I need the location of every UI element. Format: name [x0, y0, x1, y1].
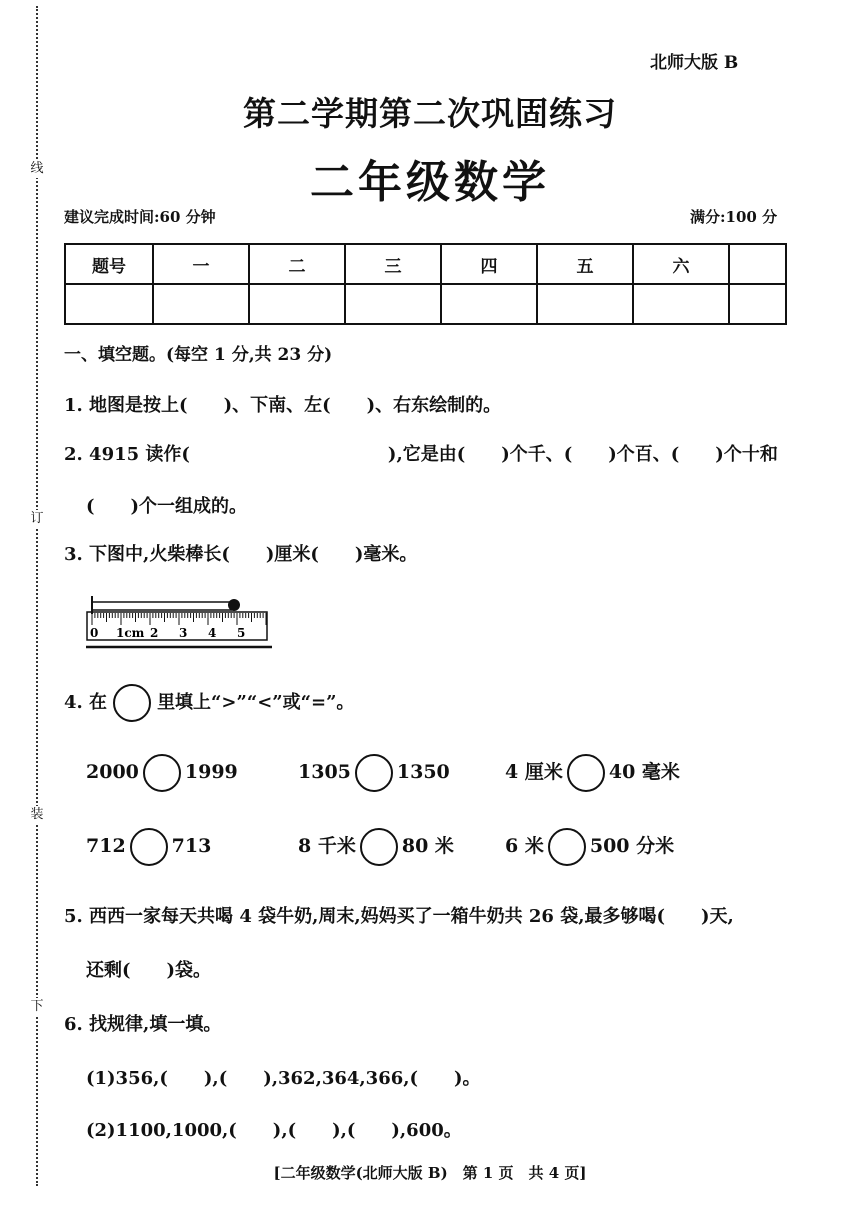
- score-cell[interactable]: [153, 284, 249, 324]
- score-header-cell: [729, 244, 786, 284]
- exam-title: 二年级数学: [310, 157, 550, 208]
- compare-circle[interactable]: [548, 828, 586, 866]
- question-5-line-2: 还剩( )袋。: [86, 960, 212, 981]
- compare-left: 6 米: [505, 835, 544, 857]
- question-1: 1. 地图是按上( )、下南、左( )、右东绘制的。: [64, 395, 502, 416]
- score-table: [64, 243, 787, 325]
- question-6-part-2: (2)1100,1000,( ),( ),( ),600。: [86, 1120, 462, 1141]
- binding-char-pack: 装: [28, 806, 46, 824]
- score-cell[interactable]: [65, 284, 153, 324]
- score-header-cell: 一: [153, 244, 249, 284]
- ruler-label-2: 2: [150, 626, 159, 640]
- question-4: [64, 684, 354, 722]
- question-4-suffix: 里填上“>”“<”或“=”。: [157, 692, 355, 713]
- compare-circle[interactable]: [355, 754, 393, 792]
- score-cell[interactable]: [729, 284, 786, 324]
- compare-item: [298, 754, 450, 792]
- compare-item: [298, 828, 454, 866]
- score-header-cell: 题号: [65, 244, 153, 284]
- matchstick-head: [228, 599, 240, 611]
- score-header-cell: 五: [537, 244, 633, 284]
- compare-circle[interactable]: [143, 754, 181, 792]
- suggested-time: 建议完成时间:60 分钟: [64, 208, 216, 226]
- ruler-ticks: [92, 613, 266, 625]
- compare-right: 713: [171, 835, 212, 857]
- compare-item: [86, 754, 238, 792]
- binding-char-order: 订: [28, 510, 46, 528]
- score-table-header-row: [65, 244, 786, 284]
- score-cell[interactable]: [441, 284, 537, 324]
- score-cell[interactable]: [537, 284, 633, 324]
- compare-left: 2000: [86, 761, 139, 783]
- score-header-cell: 三: [345, 244, 441, 284]
- question-3: 3. 下图中,火柴棒长( )厘米( )毫米。: [64, 544, 418, 565]
- score-cell[interactable]: [345, 284, 441, 324]
- score-table-score-row: [65, 284, 786, 324]
- compare-circle[interactable]: [360, 828, 398, 866]
- binding-char-below: 下: [28, 998, 46, 1016]
- exam-subtitle: 第二学期第二次巩固练习: [243, 94, 617, 133]
- compare-right: 1350: [396, 761, 450, 783]
- edition-label: 北师大版 B: [650, 53, 739, 73]
- compare-item: [505, 754, 680, 792]
- compare-right: 1999: [184, 761, 238, 783]
- question-6: 6. 找规律,填一填。: [64, 1014, 222, 1035]
- compare-left: 4 厘米: [505, 761, 563, 783]
- compare-right: 80 米: [401, 835, 454, 857]
- question-4-prefix: 4. 在: [64, 692, 108, 713]
- score-cell[interactable]: [249, 284, 345, 324]
- score-cell[interactable]: [633, 284, 729, 324]
- page-footer: [二年级数学(北师大版 B) 第 1 页 共 4 页]: [273, 1164, 587, 1182]
- ruler-label-4: 4: [208, 626, 217, 640]
- circle-symbol-icon: [113, 684, 151, 722]
- score-header-cell: 二: [249, 244, 345, 284]
- question-6-part-1: (1)356,( ),( ),362,364,366,( )。: [86, 1068, 481, 1089]
- ruler-label-1cm: 1cm: [116, 626, 145, 640]
- score-header-cell: 六: [633, 244, 729, 284]
- compare-left: 8 千米: [298, 835, 356, 857]
- ruler-figure: [86, 592, 272, 652]
- compare-left: 1305: [298, 761, 351, 783]
- compare-item: [505, 828, 674, 866]
- ruler-label-3: 3: [179, 626, 188, 640]
- compare-circle[interactable]: [130, 828, 168, 866]
- compare-item: [86, 828, 211, 866]
- compare-right: 500 分米: [589, 835, 675, 857]
- ruler-label-5: 5: [237, 626, 246, 640]
- compare-circle[interactable]: [567, 754, 605, 792]
- full-score: 满分:100 分: [690, 208, 778, 226]
- score-header-cell: 四: [441, 244, 537, 284]
- compare-right: 40 毫米: [608, 761, 680, 783]
- ruler-label-0: 0: [90, 626, 99, 640]
- section-1-heading: 一、填空题。(每空 1 分,共 23 分): [64, 345, 333, 365]
- compare-left: 712: [86, 835, 126, 857]
- question-2-line-2: ( )个一组成的。: [86, 496, 248, 517]
- ruler-svg: [86, 592, 272, 652]
- question-5-line-1: 5. 西西一家每天共喝 4 袋牛奶,周末,妈妈买了一箱牛奶共 26 袋,最多够喝( )天,: [64, 906, 734, 927]
- question-2-line-1: 2. 4915 读作( ),它是由( )个千、( )个百、( )个十和: [64, 444, 778, 465]
- binding-char-line: 线: [28, 160, 46, 178]
